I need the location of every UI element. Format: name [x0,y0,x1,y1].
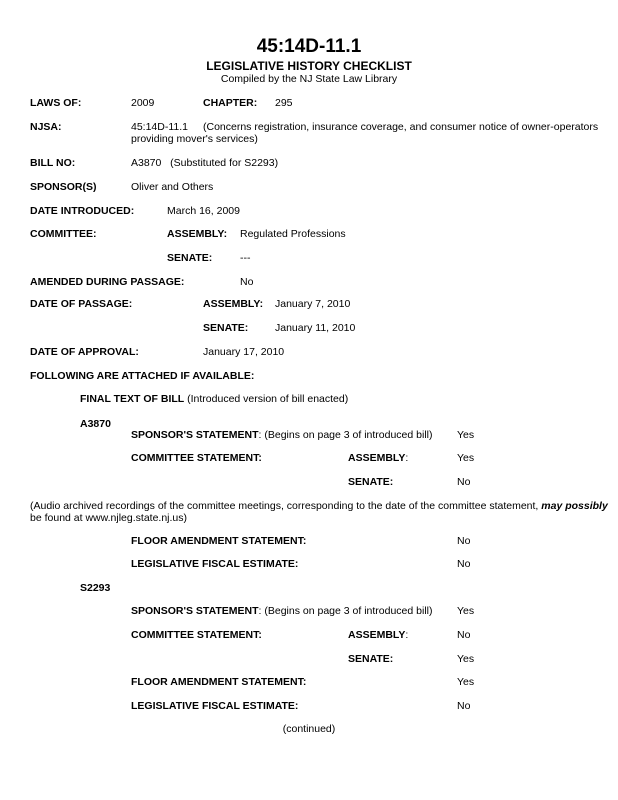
a3870-sponsor-statement-value: Yes [457,429,475,441]
s2293-assembly-colon: : [405,629,409,641]
a3870-floor-label: FLOOR AMENDMENT STATEMENT: [131,535,307,547]
final-text-note: (Introduced version of bill enacted) [184,393,349,405]
s2293-senate-value: Yes [457,653,475,665]
audio-note-emphasis: may possibly [541,500,608,512]
bill-no-label: BILL NO: [30,157,76,169]
a3870-committee-assembly [348,452,408,465]
chapter-label: CHAPTER: [203,97,258,109]
a3870-assembly-label: ASSEMBLY [348,452,406,464]
page-title: 45:14D-11.1 [256,36,362,57]
compiled-by: Compiled by the NJ State Law Library [220,73,398,85]
audio-note-part2: be found at www.njleg.state.nj.us) [30,512,188,524]
s2293-assembly-value: No [457,629,471,641]
s2293-sponsor-statement-note: : (Begins on page 3 of introduced bill) [258,605,433,617]
s2293-heading: S2293 [80,582,111,594]
date-of-approval-value: January 17, 2010 [203,346,285,358]
s2293-assembly-label: ASSEMBLY [348,629,406,641]
passage-assembly-value: January 7, 2010 [275,298,351,310]
s2293-floor-label: FLOOR AMENDMENT STATEMENT: [131,676,307,688]
s2293-fiscal-label: LEGISLATIVE FISCAL ESTIMATE: [131,700,299,712]
a3870-assembly-value: Yes [457,452,475,464]
audio-note-part1: (Audio archived recordings of the committee meetings, corresponding to the date of the committee statement, [30,500,542,512]
njsa-label: NJSA: [30,121,62,133]
s2293-senate-label: SENATE: [348,653,394,665]
a3870-sponsor-statement-note: : (Begins on page 3 of introduced bill) [258,429,433,441]
s2293-fiscal-value: No [457,700,471,712]
final-text-line [80,393,348,406]
sponsor-label: SPONSOR(S) [30,181,97,193]
a3870-senate-label: SENATE: [348,476,394,488]
committee-senate-label: SENATE: [167,252,213,264]
passage-senate-value: January 11, 2010 [275,322,356,334]
njsa-value: 45:14D-11.1 [131,121,189,133]
s2293-sponsor-statement-value: Yes [457,605,475,617]
continued-note: (continued) [282,723,336,735]
date-of-passage-label: DATE OF PASSAGE: [30,298,133,310]
sponsor-value: Oliver and Others [131,181,214,193]
final-text-label: FINAL TEXT OF BILL [80,393,185,405]
attached-heading: FOLLOWING ARE ATTACHED IF AVAILABLE: [30,370,255,382]
a3870-floor-value: No [457,535,471,547]
laws-of-value: 2009 [131,97,155,109]
s2293-committee-assembly [348,629,408,642]
date-introduced-value: March 16, 2009 [167,205,240,217]
s2293-committee-statement-label: COMMITTEE STATEMENT: [131,629,262,641]
passage-senate-label: SENATE: [203,322,249,334]
njsa-description-line1: (Concerns registration, insurance coverage, and consumer notice of owner-operators [203,121,599,133]
chapter-value: 295 [275,97,293,109]
s2293-floor-value: Yes [457,676,475,688]
date-of-approval-label: DATE OF APPROVAL: [30,346,139,358]
a3870-heading: A3870 [80,418,111,430]
a3870-fiscal-label: LEGISLATIVE FISCAL ESTIMATE: [131,558,299,570]
committee-senate-value: --- [240,252,251,264]
passage-assembly-label: ASSEMBLY: [203,298,264,310]
s2293-sponsor-statement-label: SPONSOR'S STATEMENT [131,605,259,617]
amended-label: AMENDED DURING PASSAGE: [30,276,185,288]
s2293-sponsor-statement [131,605,433,618]
a3870-sponsor-statement-label: SPONSOR'S STATEMENT [131,429,259,441]
committee-assembly-value: Regulated Professions [240,228,346,240]
laws-of-label: LAWS OF: [30,97,82,109]
date-introduced-label: DATE INTRODUCED: [30,205,135,217]
page-subtitle: LEGISLATIVE HISTORY CHECKLIST [206,59,412,73]
a3870-sponsor-statement [131,429,433,442]
bill-no-value: A3870 (Substituted for S2293) [131,157,279,169]
njsa-description-line2: providing mover's services) [131,133,258,145]
a3870-committee-statement-label: COMMITTEE STATEMENT: [131,452,262,464]
audio-note-line1 [30,500,608,513]
a3870-senate-value: No [457,476,471,488]
amended-value: No [240,276,254,288]
a3870-assembly-colon: : [405,452,409,464]
committee-assembly-label: ASSEMBLY: [167,228,228,240]
committee-label: COMMITTEE: [30,228,97,240]
a3870-fiscal-value: No [457,558,471,570]
